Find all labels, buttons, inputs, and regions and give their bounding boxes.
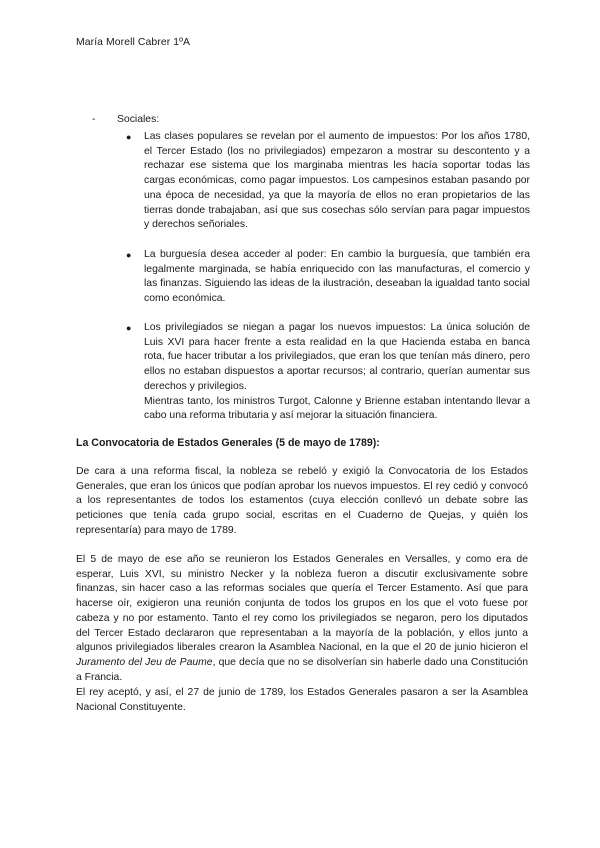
bullet-text: Las clases populares se revelan por el aumento de impuestos: Por los años 1780, el Tercer Estado (los no privilegiados) empezaron a mostrar su descontento y a rechazar ese sistema que los marginaba mientras les hacía soportar todas las cargas económicas, como pagar impuestos. Los campesinos estaban pasando por una época de necesidad, ya que la mayoría de ellos no eran propietarios de las tierras donde trabajaban, así que sus cosechas sólo servían para pagar impuestos y derechos señoriales. [144, 131, 530, 231]
paragraph-reforma-fiscal: De cara a una reforma fiscal, la nobleza se rebeló y exigió la Convocatoria de los Estados Generales, que eran los únicos que podían aprobar los nuevos impuestos. El rey cedió y convocó a los representantes de todos los estamentos (cuya elección conllevó un debate sobre las peticiones que tenía cada grupo social, escritas en el Cuaderno de Quejas, y quién los representaría) para mayo de 1789. [76, 466, 528, 536]
bullet-item-privilegiados [126, 321, 530, 424]
paragraph-estados-generales [76, 553, 528, 685]
italic-term: Juramento del Jeu de Paume [76, 656, 213, 668]
bullet-text: La burguesía desea acceder al poder: En cambio la burguesía, que también era legalmente marginada, se había enriquecido con las manufacturas, el comercio y las finanzas. Siguiendo las ideas de la ilustración, deseaban la igualdad tanto social como económica. [144, 249, 530, 305]
bullet-text: Los privilegiados se niegan a pagar los nuevos impuestos: La única solución de Luis XVI para hacer frente a esta realidad en la que Hacienda estaba en banca rota, fue hacer tributar a los privilegiados, que eran los que tenían más dinero, pero ellos no estaban dispuestos a aportar recursos; al contrario, querían aumentar sus derechos y privilegios. [144, 322, 530, 392]
bullet-continuation: Mientras tanto, los ministros Turgot, Calonne y Brienne estaban intentando llevar a cabo una reforma tributaria y así mejorar la situación financiera. [144, 395, 530, 422]
paragraph-text: , que decía que no se disolverían sin haberle dado una Constitución a Francia. [76, 656, 528, 683]
paragraph-text: El 5 de mayo de ese año se reunieron los Estados Generales en Versalles, y como era de esperar, Luis XVI, su ministro Necker y la nobleza fueron a discutir exclusivamente sobre finanzas, sin hacer caso a las reformas sociales que quería el Tercer Estamento. Así que para hacerse oír, exigieron una reunión conjunta de todos los grupos en los que el voto fuese por cabeza y no por estamento. Tanto el rey como los privilegiados se negaron, pero los diputados del Tercer Estado declararon que representaban a la mayoría de la población, y ellos junto a algunos privilegiados liberales crearon la Asamblea Nacional, en la que el 20 de junio hicieron el [76, 554, 528, 654]
section-title: Sociales: [117, 114, 160, 125]
dash-marker: - [92, 114, 96, 125]
bullet-item-clases-populares [126, 130, 530, 233]
paragraph-asamblea-constituyente: El rey aceptó, y así, el 27 de junio de 1789, los Estados Generales pasaron a ser la Asamblea Nacional Constituyente. [76, 687, 528, 713]
bullet-dot-icon: ● [126, 250, 132, 260]
bullet-dot-icon: ● [126, 132, 132, 142]
bullet-item-burguesia [126, 248, 530, 307]
bullet-dot-icon: ● [126, 323, 132, 333]
section-heading-convocatoria: La Convocatoria de Estados Generales (5 de mayo de 1789): [76, 437, 380, 449]
section-heading-sociales [92, 114, 159, 125]
author-header: María Morell Cabrer 1ºA [76, 37, 191, 48]
